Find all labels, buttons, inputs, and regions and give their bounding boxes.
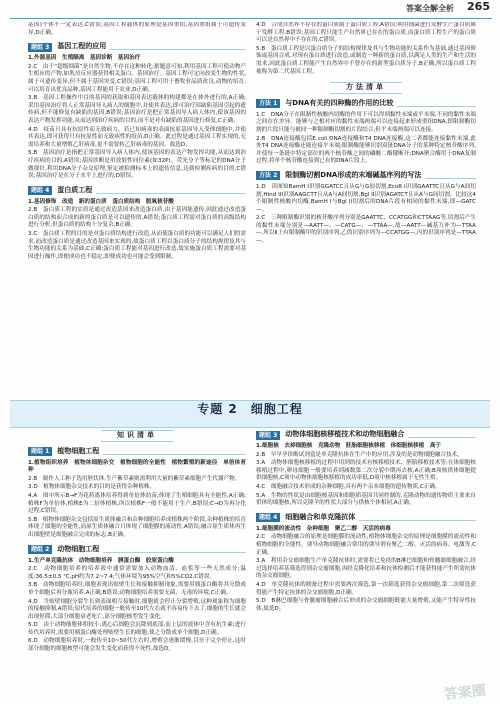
answer-item: 3.B 动物细胞培养时,细胞表现出贴壁生长和接触抑制现象,需要用胰蛋白酶将其分散成单个细胞后再分瓶培养,A正确,B错误;动物细胞培养需要无菌、无毒的环境,C正确。 (28, 582, 246, 596)
topic-tag: 题组 4 (28, 186, 52, 195)
answer-item: 6.D 动物细胞培养时,一般传至10~50代左右时,增殖会逐渐缓慢,以至于完全停止,这时部分细胞的细胞核型可能会发生变化而获得不死性,故选D。 (28, 638, 246, 653)
answer-item: 4.D 当贴壁细胞分裂生长到表面相互接触时,细胞就会停止分裂增殖,这种现象称为细胞的接触抑制,A错误;原代培养的细胞一般传至10代左右就不容易传下去了,细胞的生长就会出现停滞,大部分细胞衰老死亡,部分细胞核型发生变化。 (28, 598, 246, 620)
answer-item: 2.B 制作人工种子选用胚状体,生产紫草素则需利用大量的紫草素细胞产生代谢产物。 (28, 475, 241, 482)
answer-item: 4.D 合成自然界不存在的蛋白质属于蛋白质工程,A错误;利用细菌进行发酵生产蛋白质属于发酵工程,B错误;基因工程只能生产自然界已存在的蛋白质,而蛋白质工程生产的蛋白质可以是自然界中不存在的,C错误。 (256, 22, 476, 44)
divider (103, 449, 246, 455)
answer-item: 5.B 植物体细胞杂交包括原生质体融合和杂种细胞培养成植株两个阶段,杂种植株的培育体现了细胞的全能性,而原生质体融合只体现了细胞膜的流动性,A错误;融合原生质体再生出细胞壁是细胞融合完成的标志,B正确。 (28, 516, 246, 538)
answer-list: 1.生产单克隆抗体 动物细胞培养 胰蛋白酶 胶原蛋白酶 (28, 557, 174, 564)
paragraph: 基因)个体不一定表达,C错误;基因工程载体的原理是基因重组,基因重组属于可遗传变异,D正确。 (28, 22, 246, 36)
method-tag: 方法 2 (256, 171, 280, 180)
right-column-top (256, 22, 476, 398)
brand-label: 答案全解全析 (406, 4, 454, 13)
topic-header (28, 447, 246, 457)
divider (425, 173, 476, 179)
topic-title: 细胞融合和单克隆抗体 (285, 512, 356, 521)
method-title: 与DNA有关的四种酶的作用的比较 (285, 98, 394, 107)
method-tag: 方法 1 (256, 99, 280, 108)
chapter-banner (10, 400, 490, 428)
answer-item: 3.D 植物体细胞杂交技术的目的是获得杂种植株。 (28, 484, 156, 491)
topic-header (256, 513, 476, 523)
topic-title: 基因工程的应用 (57, 42, 107, 51)
method-header (256, 171, 476, 181)
chapter-title: 专题 2 细胞工程 (197, 402, 303, 416)
method-list-title: 方法清单 (330, 82, 402, 94)
answer-list: 1.细胞膜的流动性 杂种细胞 聚乙二醇 灭活的病毒 (256, 525, 391, 532)
left-column-bottom (28, 430, 246, 698)
topic-title: 动物体细胞核移植技术和动物细胞融合 (285, 430, 405, 439)
topic-tag: 题组 1 (28, 447, 52, 456)
answer-item: 3.A 动物体细胞核移植的过程中用到的技术有核移植技术、胚胎移植技术等;在体细胞核移植过程中,卵母细胞一般要培养到减数第二次分裂中期再去核,A正确;B项核供体细胞提供细胞核,C项中动物体细胞核移植的成功率低,D项中核移植属于无性生殖。 (256, 460, 476, 482)
divider (359, 515, 476, 521)
answer-item: 4.C 细胞融合技术形成的杂种细胞,具有两个亲本细胞的遗传物质,C正确。 (256, 483, 441, 490)
answer-item: 5.D 由于动物细胞体积较小,离心后细胞会沉降到底部,而上层的液体中含有抗生素;进行传代培养时,需要用胰蛋白酶处理贴壁生长的细胞,使之分散成单个细胞,D正确。 (28, 622, 246, 636)
method-title: 限制酶切割DNA形成的末端碱基序列的写法 (285, 171, 422, 180)
answer-item: 5.D B淋巴细胞与骨髓瘤细胞融合后形成的杂交瘤细胞既能大量增殖,又能产生特异性抗体,故选D。 (256, 598, 476, 612)
answer-item: 4.A 图中所示B→F为花药离体培养得到单倍体幼苗,体现了生殖细胞具有全能性,A正确;植株F为单倍体,植株E为二倍体植株,所以植株F一般不能用于生产,B错误;C→D为再分化过程,C错误。 (28, 492, 246, 515)
answer-item: 3.C 蛋白质工程的目的是对蛋白质结构进行改造,从而使蛋白质的功能可以满足人们的需求,而改造蛋白质是通过改造基因来实现的,故蛋白质工程以蛋白质分子的结构规律及其与生物功能的关系为基础,C正确;蛋白质工程能对基因进行改造,故实施蛋白质工程需要对基因进行操作,即便成功也不稳定,即便成功也可能会受到限制。 (28, 231, 246, 260)
divider (96, 188, 246, 194)
header-rule (10, 18, 492, 19)
answer-item: 5.B 基因治疗是指把正常基因导入病人体内,使该基因的表达产物发挥功能,从而达到治疗疾病的目的,A错误;基因诊断是用放射性同位素(如32P)、荧光分子等标记的DNA分子做探针,利用DNA分子杂交原理,鉴定被检测标本上的遗传信息,达到检测疾病的目的,C错误;基因治疗是在分子水平上进行的,D错误。 (28, 150, 246, 180)
answer-item: 2.C 由于“超级细菌”是自然生物,不存在这种转化;据题意可知,利用基因工程可使动物产生相应的产物,如乳房反应器获得相关蛋白、基因治疗。基因工程可定向改变生物的性状,属于可遗传变异,但不属于基因突变,C错误;基因工程可用于畜牧业品质改良,动物的培育,可以培育出优良品种,基因工程能用于农业,D正确。 (28, 63, 246, 93)
right-column-bottom (256, 430, 476, 698)
topic-tag: 题组 3 (256, 431, 280, 440)
topic-title: 蛋白质工程 (57, 185, 93, 194)
answer-item: 3.A 利用杂交瘤细胞生产单克隆抗体时,需要将已免疫的B淋巴细胞和骨髓瘤细胞融合,经过选择培养基筛选得到杂交瘤细胞,再经克隆化培养和抗体检测后才能获得能产生所需抗体的杂交瘤细胞。 (256, 558, 476, 580)
answer-list: 1.植物组织培养 植物体细胞杂交 植物细胞的全能性 植物繁殖的新途径 单倍体育种 (28, 459, 246, 474)
left-column-top (28, 22, 246, 398)
divider (110, 44, 246, 50)
answer-item: 2.C 动物细胞融合的原理是细胞膜的流动性,植物体细胞杂交的原理是细胞膜的流动性和植物细胞的全能性。诱导动物细胞融合常用的诱导剂有聚乙二醇、灭活的病毒、电激等,C正确。 (256, 534, 476, 556)
answer-item: 4.D 单克隆抗体的制备过程中需要两次筛选,第一次筛选获得杂交瘤细胞,第二次筛选获得能产生特定抗体的杂交瘤细胞,D正确。 (256, 581, 476, 596)
watermark-logo: 答案圈 (443, 683, 487, 704)
answer-item: 5.A 生物的性状是由细胞核基因和细胞质基因共同控制的,克隆动物的遗传物质主要来自供体的细胞核,所以克隆羊的性状大部分与供核个体相同,A正确。 (256, 492, 476, 507)
answer-item: 2.C 三种限制酶识别的核苷酸序列分别是GAATTC、CCATGG和CTTAAG等,切割后产生的黏性末端分别是—AATT—、—CATG—、—TTAA—,故—AATT—碱基互补为—TTAA—,所以Ⅱ上有限制酶甲的识别序列,乙的识别序列为—CCATGG—,丙的识别序列是—TTAA—。 (256, 215, 476, 245)
topic-tag: 题组 2 (28, 545, 52, 554)
topic-header (28, 42, 246, 52)
topic-header (28, 186, 246, 196)
answer-item: 2.B 早早孕诊断试剂盒是单克隆抗体在生产中的应用,涉及的是动物细胞融合技术。 (256, 451, 463, 458)
page-header (0, 0, 500, 20)
answer-item: 1.C DNA分子在限制性核酸内切酶的作用下可以得到黏性末端或平末端,不同的黏性末端之间存在差异。能够与之相对应的黏性末端两端可以连接起来形成重组DNA,即限制酶切割的片段只能与被同一种限制酶切割的片段结合,但平末端两端可以连接。 (256, 111, 476, 133)
topic-header (28, 545, 246, 555)
divider (397, 101, 476, 107)
method-header (256, 99, 476, 109)
section-title (256, 82, 476, 94)
topic-title: 动物细胞工程 (57, 544, 100, 553)
answer-list: 1.外源基因 生殖隔离 基因诊断 基因治疗 (28, 55, 141, 62)
topic-header (256, 430, 476, 440)
answer-item: 1.D 读图知BamH I识别GGATCC且从G与G间切割,EcoR I识别GAATTC且从G与A间切割,Hind III识别AAGCTT且从A与A间切割,Bgl II识别AGATCT且从A与G间切割。比较这4个限制性核酸内切酶,BamH I与Bgl II切割后的DNA片段有相同的黏性末端,即—GATC—。 (256, 183, 476, 213)
page-number: 265 (467, 0, 490, 13)
answer-item: 2.B 蛋白质工程的实质是通过改造基因来改造蛋白质,由于基因能遗传,因此通过改造蛋白质的结构而合成的新的蛋白质是可以遗传的,A错误;蛋白质工程需对蛋白质的高级结构进行分析,但蛋白质的结构十分复杂,B正确。 (28, 207, 246, 229)
answer-item: 5.B 蛋白质工程是以蛋白质分子的结构规律及其与生物功能的关系作为基础,通过基因修饰或基因合成,对现有蛋白质进行改造,或制造一种新的蛋白质,以满足人类的生产和生活的需求,因此蛋白质工程能产生自然界中不曾存在的新型蛋白质分子,B正确,所以蛋白质工程被称为第二代基因工程。 (256, 45, 476, 75)
answer-item: 4.D 疫苗只具有抗原性而无致病力。若已知病毒的表面抗原基因导入受体细胞中,并使其表达,即可获得只有抗原性而无致病性的疫苗,D正确。此过程是通过基因工程实现的,无需培养和大量增殖乙肝病毒,更不需要转乙肝病毒的基因。故选D。 (28, 126, 246, 148)
section-title (28, 430, 246, 442)
knowledge-list-title: 知识清单 (101, 430, 173, 442)
answer-item: 2.B DNA连接酶包括E.coli DNA连接酶和T4 DNA连接酶,这二者都能连接黏性末端,此外T4 DNA连接酶还能连接平末端;限制酶能够识别双链DNA分子的某种特定核苷酸序列,并使每一条链中特定部位的两个核苷酸之间的磷酸二酯键断开;DNA聚合酶用于DNA复制过程,将单个核苷酸连接到已有的DNA片段上。 (256, 135, 476, 165)
answer-item: 2.C 动物细胞培养的培养液中通常需要加入动物血清、血浆等一些天然成分;温度:36.5±0.5 ℃,pH约为7.2~7.4;气体环境为95%空气和5%CO2,C错误。 (28, 566, 246, 580)
answer-item: 3.B 基因工程操作中目的基因的获取和基因表达载体的构建都是在体外进行的,A正确;采用基因治疗将人正常基因导入病人的细胞中,并使其表达,即可治疗因缺陷基因引起的遗传病,但不能修复有缺陷的基因,B错误;基因治疗是把正常基因导入病人体内,使该基因的表达产物发挥功能,从而达到治疗疾病的目的,而不是对有缺陷的基因进行修复,C正确。 (28, 95, 246, 124)
answer-list: 1.细胞核 去掉细胞核 克隆动物 胚胎细胞核移植 体细胞核移植 高于 (256, 443, 442, 449)
topic-tag: 题组 3 (28, 43, 52, 52)
divider (103, 547, 246, 553)
divider (408, 432, 476, 438)
topic-title: 植物细胞工程 (57, 446, 100, 455)
answer-list: 1.基因修饰 改造 新的蛋白质 蛋白质结构 脱氧核苷酸 (28, 198, 174, 205)
topic-tag: 题组 4 (256, 513, 280, 522)
